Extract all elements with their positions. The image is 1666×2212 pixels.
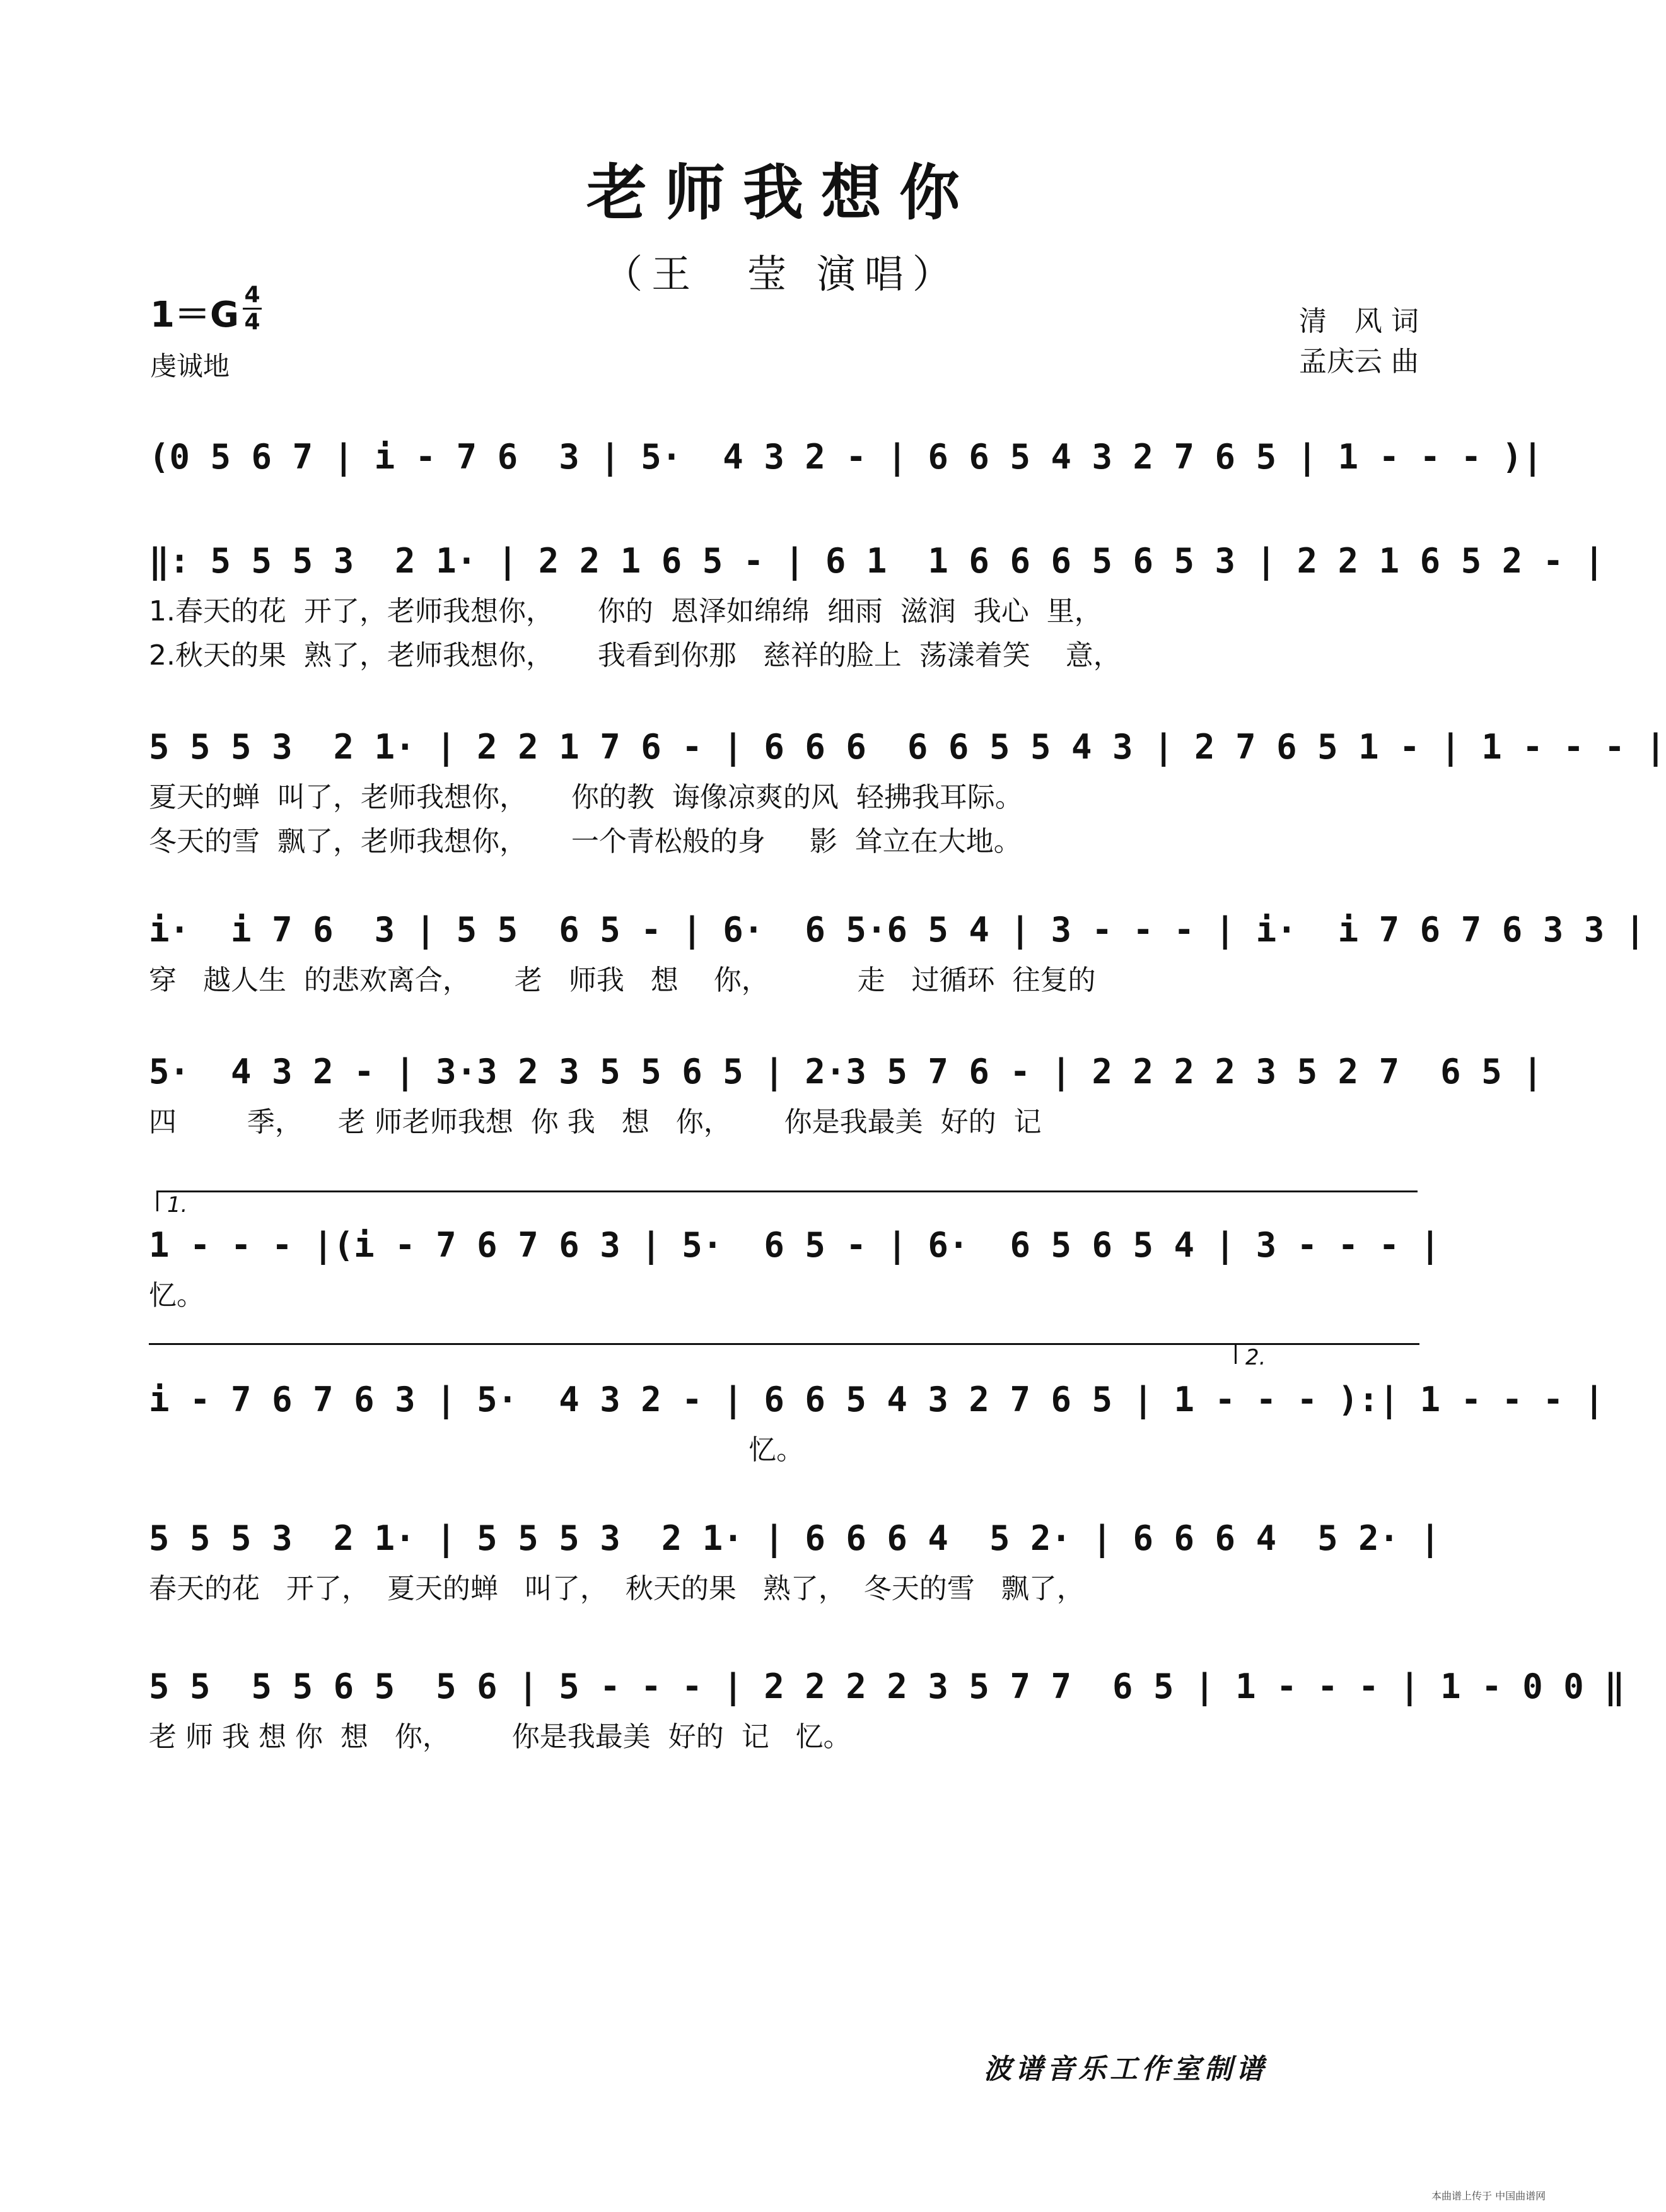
score-row-3 xyxy=(149,719,1666,864)
volta-1 xyxy=(156,1190,188,1218)
notation-line: i· i 7 6 3 | 5 5 6 5 - | 6· 6 5·6 5 4 | 3 - - - | i· i 7 6 7 6 3 3 | xyxy=(149,910,1646,950)
key-signature: 1＝G xyxy=(150,294,239,335)
volta-2-label: 2. xyxy=(1245,1345,1266,1370)
notation-line: i - 7 6 7 6 3 | 5· 4 3 2 - | 6 6 5 4 3 2 7 6 5 | 1 - - - ):| 1 - - - | xyxy=(149,1380,1605,1419)
song-title: 老师我想你 xyxy=(586,157,977,228)
lyric-line: 2.秋天的果 熟了，老师我想你， 我看到你那 慈祥的脸上 荡漾着笑 意， xyxy=(149,639,1121,672)
lyric-line: 忆。 xyxy=(149,1279,204,1312)
score-row-7 xyxy=(149,1371,1605,1472)
lyric-line: 老 师 我 想 你 想 你， 你是我最美 好的 记 忆。 xyxy=(149,1721,851,1753)
lyric-line: 四 季， 老 师老师我想 你 我 想 你， 你是我最美 好的 记 xyxy=(149,1106,1042,1138)
notation-line: 5· 4 3 2 - | 3·3 2 3 5 5 6 5 | 2·3 5 7 6 - | 2 2 2 2 3 5 2 7 6 5 | xyxy=(149,1052,1543,1091)
volta-2 xyxy=(1235,1343,1419,1370)
notation-line: (0 5 6 7 | i - 7 6 3 | 5· 4 3 2 - | 6 6 5 4 3 2 7 6 5 | 1 - - - )| xyxy=(149,437,1543,477)
lyric-line: 夏天的蝉 叫了，老师我想你， 你的教 诲像凉爽的风 轻拂我耳际。 xyxy=(149,781,1023,813)
score-row-9 xyxy=(149,1658,1625,1759)
engraver-credit: 波谱音乐工作室制谱 xyxy=(984,2053,1267,2085)
time-signature-top: 4 xyxy=(244,282,260,308)
score-row-1 xyxy=(149,429,1543,486)
composer-credit: 孟庆云 曲 xyxy=(1299,346,1419,378)
lyric-line: 春天的花 开了， 夏天的蝉 叫了， 秋天的果 熟了， 冬天的雪 飘了， xyxy=(149,1573,1085,1605)
lyric-line: 忆。 xyxy=(149,1434,805,1466)
score-row-5 xyxy=(149,1044,1543,1144)
score-row-6 xyxy=(149,1217,1441,1318)
lyric-line: 穿 越人生 的悲欢离合， 老 师我 想 你， 走 过循环 往复的 xyxy=(149,964,1096,996)
notation-line: 1 - - - |(i - 7 6 7 6 3 | 5· 6 5 - | 6· 6 5 6 5 4 | 3 - - - | xyxy=(149,1225,1441,1265)
lyric-line: 1.春天的花 开了，老师我想你， 你的 恩泽如绵绵 细雨 滋润 我心 里， xyxy=(149,595,1102,627)
notation-line: 5 5 5 5 6 5 5 6 | 5 - - - | 2 2 2 2 3 5 7 7 6 5 | 1 - - - | 1 - 0 0 ‖ xyxy=(149,1667,1625,1706)
notation-line: ‖: 5 5 5 3 2 1· | 2 2 1 6 5 - | 6 1 1 6 6 6 5 6 5 3 | 2 2 1 6 5 2 - | xyxy=(149,541,1605,581)
time-signature-bottom: 4 xyxy=(244,309,260,335)
notation-line: 5 5 5 3 2 1· | 2 2 1 7 6 - | 6 6 6 6 6 5 5 4 3 | 2 7 6 5 1 - | 1 - - - | xyxy=(149,727,1666,767)
score-row-8 xyxy=(149,1510,1441,1611)
score-row-4 xyxy=(149,902,1646,1003)
lyric-line: 冬天的雪 飘了，老师我想你， 一个青松般的身 影 耸立在大地。 xyxy=(149,825,1022,858)
tempo-marking: 虔诚地 xyxy=(150,351,230,381)
system-line xyxy=(149,1343,1418,1345)
site-watermark: 本曲谱上传于 中国曲谱网 xyxy=(1431,2190,1546,2202)
volta-1-label: 1. xyxy=(167,1192,188,1218)
lyricist-credit: 清 风 词 xyxy=(1299,305,1419,337)
time-signature xyxy=(243,282,262,335)
score-row-2 xyxy=(149,533,1605,678)
volta-1-line xyxy=(156,1190,1418,1192)
notation-line: 5 5 5 3 2 1· | 5 5 5 3 2 1· | 6 6 6 4 5 2· | 6 6 6 4 5 2· | xyxy=(149,1518,1441,1558)
credits xyxy=(1299,301,1419,382)
song-subtitle: （王 莹 演唱） xyxy=(603,251,960,297)
